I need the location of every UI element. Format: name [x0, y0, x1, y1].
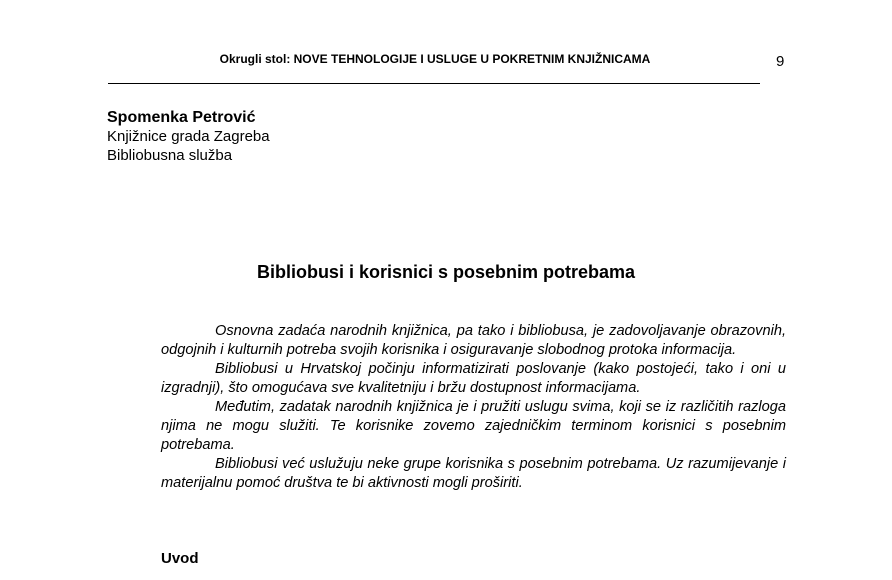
abstract-paragraph: Bibliobusi u Hrvatskoj počinju informatizirati poslovanje (kako postojeći, tako i oni u izgradnji), što omogućava sve kvalitetniju i bržu dostupnost informacijama. [161, 361, 786, 396]
section-heading-intro: Uvod [161, 550, 199, 567]
abstract [161, 322, 786, 493]
paper-title: Bibliobusi i korisnici s posebnim potrebama [256, 262, 636, 282]
author-name: Spomenka Petrović [107, 109, 256, 126]
author-affiliation: Knjižnice grada Zagreba [107, 128, 270, 145]
page-number: 9 [776, 53, 785, 70]
author-block [107, 108, 270, 165]
header-divider [108, 83, 760, 84]
abstract-paragraph: Međutim, zadatak narodnih knjižnica je i pružiti uslugu svima, koji se iz različitih razloga njima ne mogu služiti. Te korisnike zovemo zajedničkim terminom korisnici s posebnim potrebama. [161, 399, 786, 453]
abstract-paragraph: Bibliobusi već uslužuju neke grupe korisnika s posebnim potrebama. Uz razumijevanje i materijalnu pomoć društva te bi aktivnosti mogli proširiti. [161, 456, 786, 491]
running-header: Okrugli stol: NOVE TEHNOLOGIJE I USLUGE U POKRETNIM KNJIŽNICAMA [219, 52, 651, 66]
abstract-paragraph: Osnovna zadaća narodnih knjižnica, pa tako i bibliobusa, je zadovoljavanje obrazovnih, odgojnih i kulturnih potreba svojih korisnika i osiguravanje slobodnog protoka informacija. [161, 323, 786, 358]
author-department: Bibliobusna služba [107, 147, 233, 164]
